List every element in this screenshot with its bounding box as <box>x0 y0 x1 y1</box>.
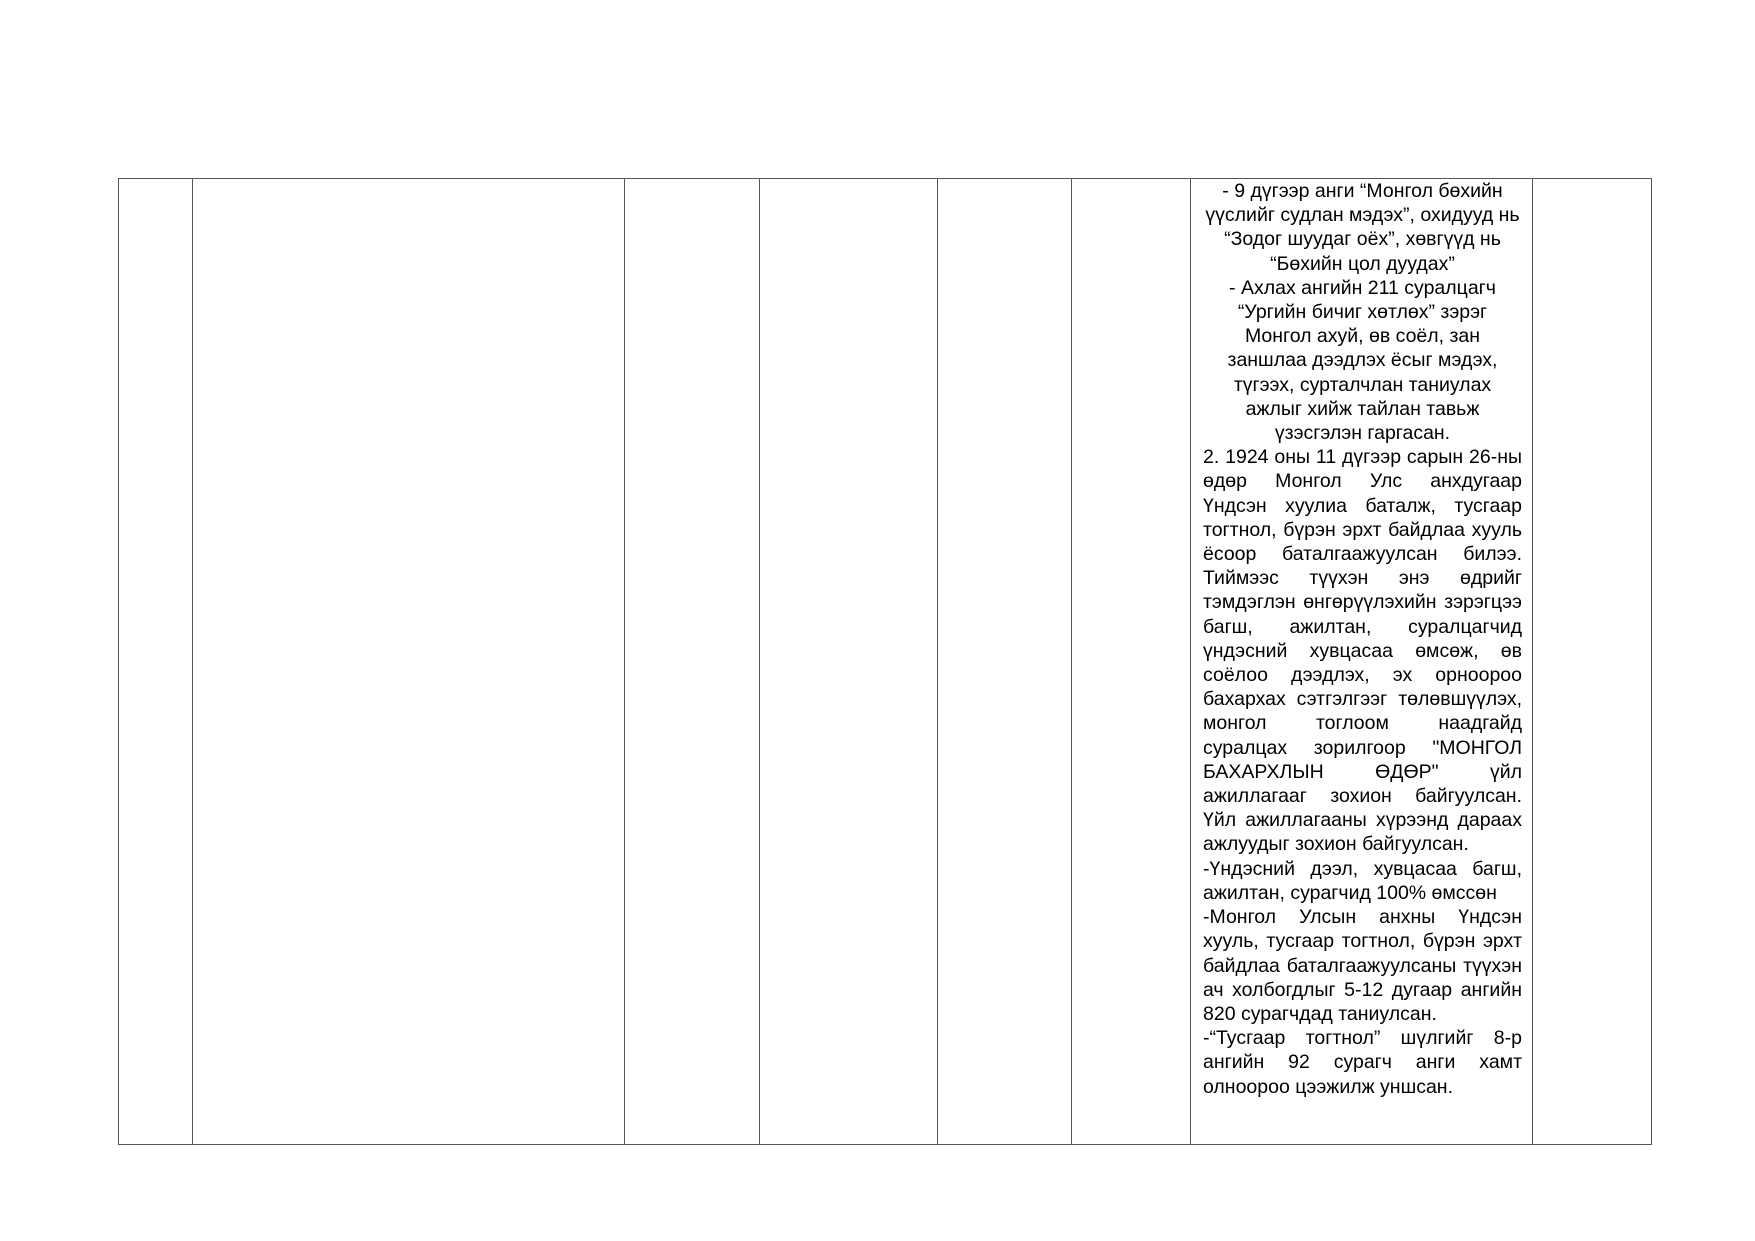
table-cell-number <box>119 179 193 1145</box>
table-cell-col-5 <box>938 179 1072 1145</box>
table-cell-col-4 <box>760 179 938 1145</box>
report-paragraph: - 9 дүгээр анги “Монгол бөхийн үүслийг судлан мэдэх”, охидууд нь “Зодог шуудаг оёх”, хөвгүүд нь “Бөхийн цол дуудах” <box>1205 180 1520 275</box>
table-cell-performance-report <box>1191 179 1533 1145</box>
report-paragraph: 2. 1924 оны 11 дүгээр сарын 26-ны өдөр Монгол Улс анхдугаар Үндсэн хуулиа баталж, тусгаар тогтнол, бүрэн эрхт байдлаа хууль ёсоор баталгаажуулсан билээ. Тиймээс түүхэн энэ өдрийг тэмдэглэн өнгөрүүлэхийн зэрэгцээ багш, ажилтан, суралцагчид үндэсний хувцасаа өмсөж, өв соёлоо дээдлэх, эх орноороо бахархах сэтгэлгээг төлөвшүүлэх, монгол тоглоом наадгайд суралцах зорилгоор "МОНГОЛ БАХАРХЛЫН ӨДӨР" үйл ажиллагааг зохион байгуулсан. Үйл ажиллагааны хүрээнд дараах ажлуудыг зохион байгуулсан. <box>1203 446 1522 856</box>
report-paragraph: -Үндэсний дээл, хувцасаа багш, ажилтан, сурагчид 100% өмссөн <box>1203 857 1522 904</box>
table-cell-notes <box>1533 179 1652 1145</box>
report-table <box>118 178 1652 1145</box>
report-paragraph: -“Тусгаар тогтнол” шүлгийг 8-р ангийн 92 сурагч анги хамт олноороо цээжилж уншсан. <box>1203 1027 1522 1098</box>
table-row <box>119 179 1652 1145</box>
table-cell-activity <box>193 179 625 1145</box>
report-paragraph: - Ахлах ангийн 211 суралцагч “Ургийн бичиг хөтлөх” зэрэг Монгол ахуй, өв соёл, зан заншлаа дээдлэх ёсыг мэдэх, түгээх, сурталчлан таниулах ажлыг хийж тайлан тавьж үзэсгэлэн гаргасан. <box>1227 276 1498 445</box>
report-paragraph: -Монгол Улсын анхны Үндсэн хууль, тусгаар тогтнол, бүрэн эрхт байдлаа баталгаажуулсаны түүхэн ач холбогдлыг 5-12 дугаар ангийн 820 сурагчдад таниулсан. <box>1203 906 1522 1025</box>
table-cell-col-6 <box>1072 179 1191 1145</box>
table-cell-col-3 <box>625 179 760 1145</box>
